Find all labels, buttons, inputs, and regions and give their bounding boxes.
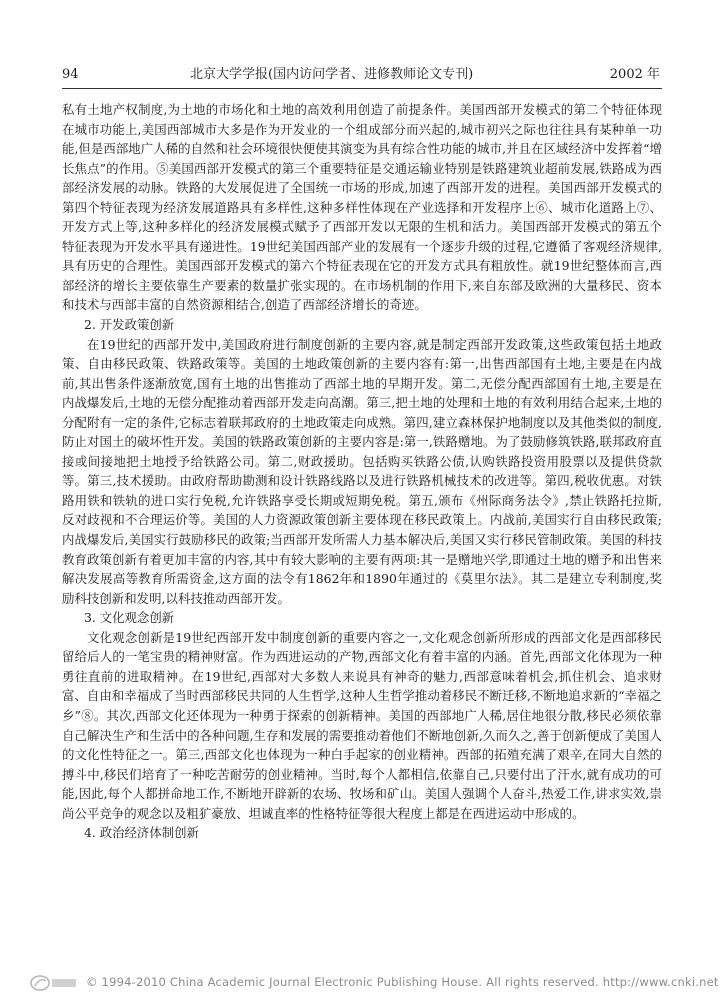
publication-year: 2002 年: [609, 67, 660, 82]
page-number: 94: [62, 67, 79, 82]
header-rule: [62, 88, 662, 89]
section-heading-political-economic-innovation: 4. 政治经济体制创新: [84, 825, 199, 841]
running-header: [62, 66, 662, 88]
article-body: [62, 100, 662, 843]
paragraph-policy-innovation: 在19世纪的西部开发中,美国政府进行制度创新的主要内容,就是制定西部开发政策,这些政策包括土地政策、自由移民政策、铁路政策等。美国的土地政策创新的主要内容有:第一,出售西部国有土地,主要是在内战前,其出售条件逐渐放宽,国有土地的出售推动了西部土地的早期开发。第二,无偿分配西部国有土地,主要是在内战爆发后,土地的无偿分配推动着西部开发走向高潮。第三,把土地的处理和土地的有效利用结合起来,土地的分配附有一定的条件,它标志着联邦政府的土地政策走向成熟。第四,建立森林保护地制度以及其他类似的制度,防止对国土的破坏性开发。美国的铁路政策创新的主要内容是:第一,铁路赠地。为了鼓励修筑铁路,联邦政府直接或间接地把土地授予给铁路公司。第二,财政援助。包括购买铁路公债,认购铁路投资用股票以及提供贷款等。第三,技术援助。由政府帮助勘测和设计铁路线路以及进行铁路机械技术的改进等。第四,税收优惠。对铁路用铁和铁轨的进口实行免税,允许铁路享受长期或短期免税。第五,颁布《州际商务法令》,禁止铁路托拉斯,反对歧视和不合理运价等。美国的人力资源政策创新主要体现在移民政策上。内战前,美国实行自由移民政策;内战爆发后,美国实行鼓励移民的政策;当西部开发所需人力基本解决后,美国又实行移民管制政策。美国的科技教育政策创新有着更加丰富的内容,其中有较大影响的主要有两项:其一是赠地兴学,即通过土地的赠予和出售来解决发展高等教育所需资金,这方面的法令有1862年和1890年通过的《莫里尔法》。其二是建立专利制度,奖励科技创新和发明,以科技推动西部开发。: [62, 336, 662, 606]
copyright-text: © 1994-2010 China Academic Journal Electronic Publishing House. All rights reserved. http://www.cnki.net: [86, 975, 719, 989]
copyright-footer: [30, 972, 719, 996]
section-heading-cultural-innovation: 3. 文化观念创新: [84, 610, 175, 626]
cajc-logo-icon: [30, 974, 78, 992]
section-heading-policy-innovation: 2. 开发政策创新: [84, 317, 175, 333]
paragraph-cultural-innovation: 文化观念创新是19世纪西部开发中制度创新的重要内容之一,文化观念创新所形成的西部文化是西部移民留给后人的一笔宝贵的精神财富。作为西进运动的产物,西部文化有着丰富的内涵。首先,西部文化体现为一种勇往直前的进取精神。在19世纪,西部对大多数人来说具有神奇的魅力,西部意味着机会,抓住机会、追求财富、自由和幸福成了当时西部移民共同的人生哲学,这种人生哲学推动着移民不断迁移,不断地追求新的“幸福之乡”⑧。其次,西部文化还体现为一种勇于探索的创新精神。美国的西部地广人稀,居住地很分散,移民必须依靠自己解决生产和生活中的各种问题,生存和发展的需要推动着他们不断地创新,久而久之,善于创新便成了美国人的文化性特征之一。第三,西部文化也体现为一种白手起家的创业精神。西部的拓殖充满了艰辛,在同大自然的搏斗中,移民们培育了一种吃苦耐劳的创业精神。当时,每个人都相信,依靠自己,只要付出了汗水,就有成功的可能,因此,每个人都拼命地工作,不断地开辟新的农场、牧场和矿山。美国人强调个人奋斗,热爱工作,讲求实效,崇尚公平竞争的观念以及粗犷豪放、坦诚直率的性格特征等很大程度上都是在西进运动中形成的。: [62, 629, 662, 821]
journal-title: 北京大学学报(国内访问学者、进修教师论文专刊): [190, 67, 474, 82]
paragraph-western-development-features: 私有土地产权制度,为土地的市场化和土地的高效利用创造了前提条件。美国西部开发模式的第二个特征体现在城市功能上,美国西部城市大多是作为开发业的一个组成部分而兴起的,城市初兴之际也往往具有某种单一功能,但是西部地广人稀的自然和社会环境很快便使其演变为具有综合性功能的城市,并且在区域经济中发挥着“增长焦点”的作用。⑤美国西部开发模式的第三个重要特征是交通运输业特别是铁路建筑业超前发展,铁路成为西部经济发展的动脉。铁路的大发展促进了全国统一市场的形成,加速了西部开发的进程。美国西部开发模式的第四个特征表现为经济发展道路具有多样性,这种多样性体现在产业选择和开发程序上⑥、城市化道路上⑦、开发方式上等,这种多样化的经济发展模式赋予了西部开发以无限的生机和活力。美国西部开发模式的第五个特征表现为开发水平具有递进性。19世纪美国西部产业的发展有一个逐步升级的过程,它遵循了客观经济规律,具有历史的合理性。美国西部开发模式的第六个特征表现在它的开发方式具有粗放性。就19世纪整体而言,西部经济的增长主要依靠生产要素的数量扩张实现的。在市场机制的作用下,来自东部及欧洲的大量移民、资本和技术与西部丰富的自然资源相结合,创造了西部经济增长的奇迹。: [62, 102, 662, 313]
